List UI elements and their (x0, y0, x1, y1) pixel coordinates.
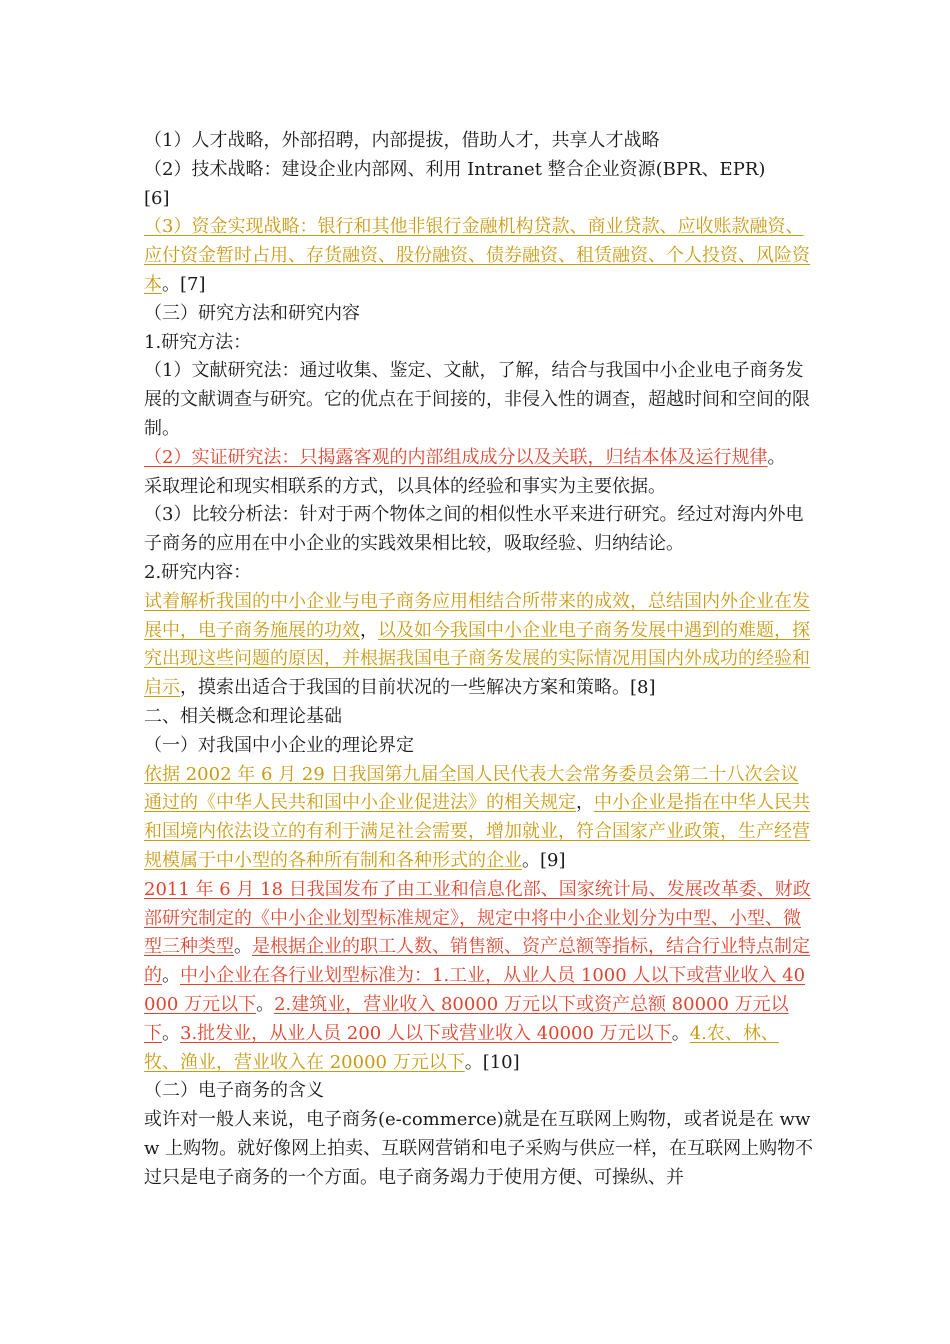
document-body (144, 127, 814, 1192)
text-run: 。[10] (464, 1051, 520, 1073)
text-run: 1.研究方法： (144, 331, 252, 353)
text-run: 。 (162, 1022, 180, 1044)
text-run: ，摸索出适合于我国的目前状况的一些解决方案和策略。[8] (180, 677, 656, 699)
paragraph-l14 (144, 732, 814, 761)
text-run: [6] (144, 187, 170, 209)
text-run: （3）比较分析法：针对于两个物体之间的相似性水平来进行研究。经过对海内外电子商务的应用在中小企业的实践效果相比较，吸取经验、归纳结论。 (144, 504, 804, 555)
text-run: 。 (256, 993, 275, 1015)
paragraph-l5 (144, 300, 814, 329)
paragraph-l15 (144, 761, 814, 876)
text-run: 。 (767, 446, 786, 468)
highlighted-text: 以及如今我国中小企业电子商务发展中遇到的难题，探究出现这些问题的原因，并根据我国电子商务发展的实际情况用国内外成功的经验和启示 (144, 619, 810, 699)
paragraph-l12 (144, 588, 814, 703)
highlighted-text: （3）资金实现战略：银行和其他非银行金融机构贷款、商业贷款、应收账款融资、应付资金暂时占用、存货融资、股份融资、债券融资、租赁融资、个人投资、风险资本 (144, 216, 810, 295)
text-run: （1）人才战略，外部招聘，内部提拔，借助人才，共享人才战略 (144, 130, 660, 151)
highlighted-text: 中小企业是指在中华人民共和国境内依法设立的有利于满足社会需要，增加就业，符合国家产业政策，生产经营规模属于中小型的各种所有制和各种形式的企业 (144, 792, 810, 871)
paragraph-l8 (144, 444, 814, 473)
highlighted-text: 2011 年 6 月 18 日我国发布了由工业和信息化部、国家统计局、发展改革委、财政部研究制定的《中小企业划型标准规定》，规定中将中小企业划分为中型、小型、微型三种类型 (144, 878, 811, 958)
text-run: 或许对一般人来说，电子商务(e-commerce)就是在互联网上购物，或者说是在 www 上购物。就好像网上拍卖、互联网营销和电子采购与供应一样，在互联网上购物不过只是电子商务的一个方面。电子商务竭力于使用方便、可操纵、并 (144, 1109, 814, 1188)
paragraph-l10 (144, 501, 814, 559)
paragraph-l17 (144, 1077, 814, 1106)
highlighted-text: 3.批发业，从业人员 200 人以下或营业收入 40000 万元以下 (180, 1022, 672, 1044)
paragraph-l3 (144, 185, 814, 214)
text-run: 。[9] (522, 849, 566, 871)
highlighted-text: 中小企业在各行业划型标准为：1.工业，从业人员 1000 人以下或营业收入 40000 万元以下 (144, 965, 806, 1015)
text-run: 。 (234, 936, 252, 958)
text-run: 。[7] (162, 273, 206, 295)
highlighted-text: 4.农、林、牧、渔业，营业收入在 20000 万元以下 (144, 1022, 779, 1073)
highlighted-text: 是根据企业的职工人数、销售额、资产总额等指标，结合行业特点制定的 (144, 936, 810, 987)
text-run: 。 (162, 965, 180, 987)
paragraph-l4 (144, 213, 814, 299)
paragraph-l7 (144, 357, 814, 443)
paragraph-l16 (144, 876, 814, 1078)
paragraph-l18 (144, 1106, 814, 1192)
text-run: （二）电子商务的含义 (144, 1080, 324, 1102)
text-run: ， (360, 619, 378, 641)
highlighted-text: 试着解析我国的中小企业与电子商务应用相结合所带来的成效，总结国内外企业在发展中，电子商务施展的功效 (144, 590, 810, 641)
paragraph-l11 (144, 559, 814, 588)
text-run: （三）研究方法和研究内容 (144, 302, 360, 324)
paragraph-l1 (144, 127, 814, 156)
highlighted-text: （2）实证研究法：只揭露客观的内部组成成分以及关联，归结本体及运行规律 (144, 446, 768, 468)
text-run: （1）文献研究法：通过收集、鉴定、文献，了解，结合与我国中小企业电子商务发展的文献调查与研究。它的优点在于间接的，非侵入性的调查，超越时间和空间的限制。 (144, 360, 810, 439)
paragraph-l13 (144, 703, 814, 732)
highlighted-text: 依据 2002 年 6 月 29 日我国第九届全国人民代表大会常务委员会第二十八次会议通过的《中华人民共和国中小企业促进法》的相关规定 (144, 763, 799, 814)
paragraph-l6 (144, 329, 814, 358)
paragraph-l2 (144, 156, 814, 185)
text-run: 采取理论和现实相联系的方式，以具体的经验和事实为主要依据。 (144, 475, 666, 497)
text-run: 二、相关概念和理论基础 (144, 705, 342, 727)
text-run: （一）对我国中小企业的理论界定 (144, 734, 414, 756)
highlighted-text: 2.建筑业，营业收入 80000 万元以下或资产总额 80000 万元以下 (144, 993, 789, 1044)
text-run: 。 (671, 1022, 690, 1044)
paragraph-l9 (144, 473, 814, 502)
text-run: （2）技术战略：建设企业内部网、利用 Intranet 整合企业资源(BPR、EPR) (144, 158, 766, 180)
text-run: ， (576, 792, 594, 814)
text-run: 2.研究内容： (144, 561, 252, 583)
